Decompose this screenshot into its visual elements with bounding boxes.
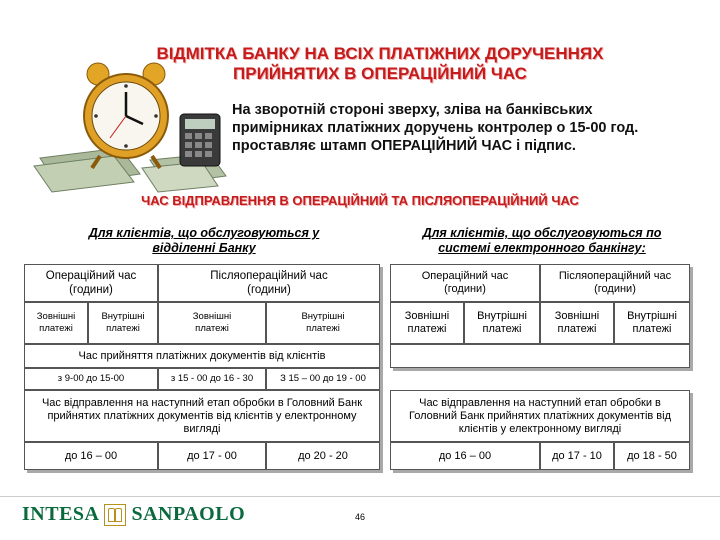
left-acceptance-label: Час прийняття платіжних документів від клієнтів	[24, 344, 380, 368]
right-client-heading	[382, 226, 702, 256]
left-post-internal-header: Внутрішні платежі	[266, 302, 380, 344]
left-op-external-header: Зовнішні платежі	[24, 302, 88, 344]
right-dispatch-label: Час відправлення на наступний етап обробки в Головний Банк прийнятих платіжних документів від клієнтів у електронному вигляді	[390, 390, 690, 442]
left-dispatch-time: до 16 – 00	[24, 442, 158, 470]
right-op-internal-header: Внутрішні платежі	[464, 302, 540, 344]
left-post-op-time-header: Післяопераційний час (години)	[158, 264, 380, 302]
intro-line-1: На зворотній стороні зверху, зліва на банківських	[232, 102, 593, 118]
calculator-icon	[180, 114, 220, 166]
left-op-time-header: Операційний час (години)	[24, 264, 158, 302]
left-dispatch-time: до 17 - 00	[158, 442, 266, 470]
right-heading-line-1: Для клієнтів, що обслуговуються по	[422, 226, 662, 240]
right-heading-line-2: системі електронного банкінгу:	[438, 241, 646, 255]
title-line-1: ВІДМІТКА БАНКУ НА ВСІХ ПЛАТІЖНИХ ДОРУЧЕННЯХ	[156, 44, 604, 63]
right-post-internal-header: Внутрішні платежі	[614, 302, 690, 344]
left-acceptance-time: з 15 - 00 до 16 - 30	[158, 368, 266, 390]
left-dispatch-time: до 20 - 20	[266, 442, 380, 470]
right-dispatch-time: до 16 – 00	[390, 442, 540, 470]
intro-text	[232, 101, 702, 155]
left-heading-line-1: Для клієнтів, що обслуговуються у	[88, 226, 320, 240]
right-op-external-header: Зовнішні платежі	[390, 302, 464, 344]
left-client-heading	[44, 226, 364, 256]
footer-divider	[0, 496, 720, 497]
left-op-internal-header: Внутрішні платежі	[88, 302, 158, 344]
right-post-external-header: Зовнішні платежі	[540, 302, 614, 344]
page-number: 46	[354, 512, 365, 522]
left-dispatch-label: Час відправлення на наступний етап обробки в Головний Банк прийнятих платіжних документів від клієнтів у електронному вигляді	[24, 390, 380, 442]
section-subtitle: ЧАС ВІДПРАВЛЕННЯ В ОПЕРАЦІЙНИЙ ТА ПІСЛЯОПЕРАЦІЙНИЙ ЧАС	[141, 193, 579, 208]
logo-text-left: INTESA	[22, 503, 100, 525]
right-empty-cell	[390, 344, 690, 368]
right-post-op-time-header: Післяопераційний час (години)	[540, 264, 690, 302]
right-op-time-header: Операційний час (години)	[390, 264, 540, 302]
intro-line-3: проставляє штамп ОПЕРАЦІЙНИЙ ЧАС і підпис.	[232, 138, 576, 154]
left-post-external-header: Зовнішні платежі	[158, 302, 266, 344]
clock-money-illustration	[30, 62, 230, 194]
right-dispatch-time: до 17 - 10	[540, 442, 614, 470]
logo-emblem-icon	[104, 504, 126, 526]
intro-line-2: примірниках платіжних доручень контролер о 15-00 год.	[232, 120, 639, 136]
left-acceptance-time: З 15 – 00 до 19 - 00	[266, 368, 380, 390]
title-line-2: ПРИЙНЯТИХ В ОПЕРАЦІЙНИЙ ЧАС	[233, 64, 527, 83]
bank-logo	[22, 503, 245, 526]
right-dispatch-time: до 18 - 50	[614, 442, 690, 470]
left-heading-line-2: відділенні Банку	[152, 241, 256, 255]
logo-text-right: SANPAOLO	[131, 503, 246, 525]
left-acceptance-time: з 9-00 до 15-00	[24, 368, 158, 390]
